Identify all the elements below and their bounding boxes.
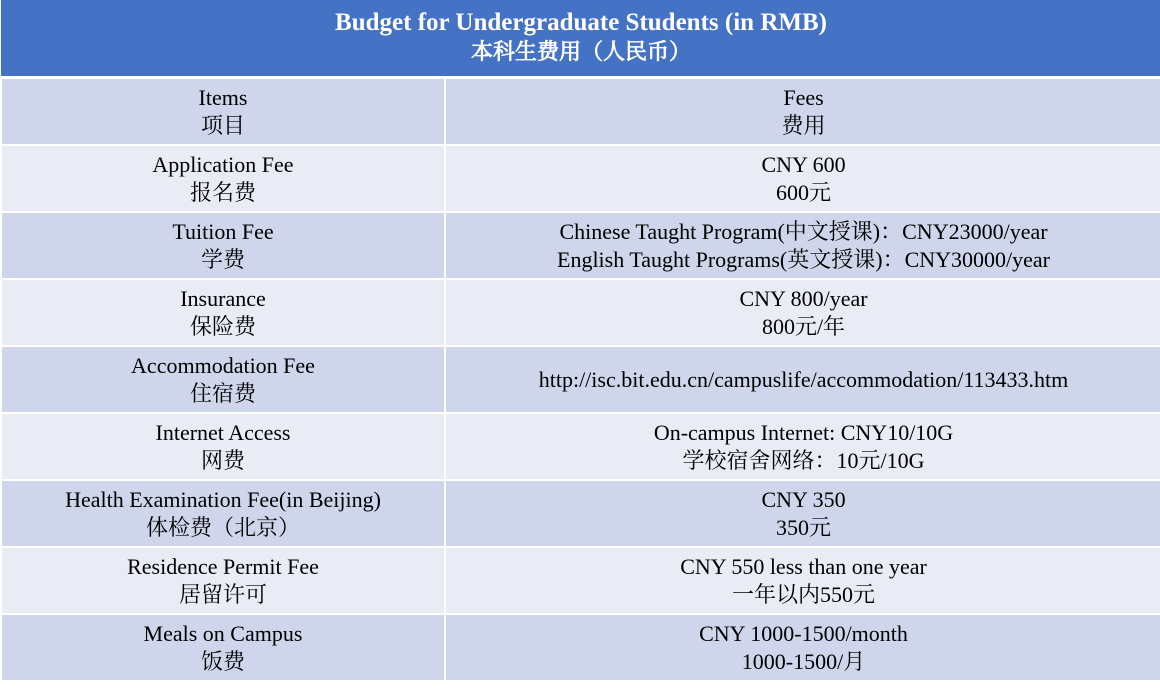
item-name-en: Tuition Fee bbox=[172, 218, 274, 244]
table-row bbox=[1, 547, 1160, 614]
fee-line: CNY 1000-1500/month bbox=[699, 620, 908, 646]
fee-line: 600元 bbox=[776, 179, 832, 205]
title-chinese: 本科生费用（人民币） bbox=[471, 40, 692, 65]
items-header-en: Items bbox=[198, 84, 248, 110]
item-name-zh: 学费 bbox=[200, 246, 245, 272]
fee-cell bbox=[445, 145, 1160, 212]
fee-cell bbox=[445, 614, 1160, 681]
fee-line: CNY 350 bbox=[761, 486, 846, 512]
item-name-en: Health Examination Fee(in Beijing) bbox=[65, 486, 381, 512]
table-row bbox=[1, 145, 1160, 212]
fee-line: CNY 550 less than one year bbox=[680, 553, 927, 579]
fees-header-en: Fees bbox=[783, 84, 824, 110]
item-cell bbox=[1, 614, 445, 681]
fee-cell bbox=[445, 212, 1160, 279]
item-name-zh: 饭费 bbox=[200, 648, 245, 674]
item-name-zh: 住宿费 bbox=[189, 380, 256, 406]
table-title bbox=[1, 0, 1160, 78]
accommodation-link[interactable]: http://isc.bit.edu.cn/campuslife/accommodation/113433.htm bbox=[538, 366, 1069, 392]
item-name-zh: 保险费 bbox=[189, 313, 256, 339]
item-cell bbox=[1, 212, 445, 279]
table-row bbox=[1, 212, 1160, 279]
table-row bbox=[1, 346, 1160, 413]
item-name-en: Insurance bbox=[180, 285, 266, 311]
item-name-en: Meals on Campus bbox=[143, 620, 303, 646]
table-row bbox=[1, 279, 1160, 346]
fee-line: CNY 600 bbox=[761, 151, 846, 177]
item-name-en: Accommodation Fee bbox=[131, 352, 315, 378]
fee-cell bbox=[445, 346, 1160, 413]
table-row bbox=[1, 413, 1160, 480]
items-header-zh: 项目 bbox=[200, 112, 245, 138]
fee-line: 1000-1500/月 bbox=[741, 648, 866, 674]
item-name-zh: 居留许可 bbox=[178, 581, 267, 607]
fee-line: English Taught Programs(英文授课)：CNY30000/year bbox=[557, 246, 1051, 272]
table-row bbox=[1, 480, 1160, 547]
fee-line: On-campus Internet: CNY10/10G bbox=[653, 419, 954, 445]
item-cell bbox=[1, 346, 445, 413]
item-name-en: Application Fee bbox=[152, 151, 294, 177]
fees-header-zh: 费用 bbox=[781, 112, 826, 138]
fee-line: CNY 800/year bbox=[739, 285, 868, 311]
fee-cell bbox=[445, 480, 1160, 547]
fee-line: 学校宿舍网络：10元/10G bbox=[682, 447, 925, 473]
item-name-en: Residence Permit Fee bbox=[127, 553, 319, 579]
fee-line: 800元/年 bbox=[761, 313, 846, 339]
fee-line: 350元 bbox=[776, 514, 832, 540]
fee-line: 一年以内550元 bbox=[732, 581, 876, 607]
fee-cell bbox=[445, 279, 1160, 346]
title-row bbox=[1, 0, 1160, 78]
item-cell bbox=[1, 413, 445, 480]
item-name-en: Internet Access bbox=[155, 419, 291, 445]
item-cell bbox=[1, 480, 445, 547]
fee-cell bbox=[445, 547, 1160, 614]
item-cell bbox=[1, 279, 445, 346]
title-english: Budget for Undergraduate Students (in RMB) bbox=[335, 9, 827, 36]
item-cell bbox=[1, 145, 445, 212]
fee-cell bbox=[445, 413, 1160, 480]
header-row bbox=[1, 78, 1160, 146]
item-name-zh: 体检费（北京） bbox=[145, 514, 300, 540]
fees-header-cell bbox=[445, 78, 1160, 146]
item-name-zh: 报名费 bbox=[189, 179, 256, 205]
item-cell bbox=[1, 547, 445, 614]
items-header-cell bbox=[1, 78, 445, 146]
fee-line: Chinese Taught Program(中文授课)：CNY23000/year bbox=[559, 218, 1048, 244]
table-row bbox=[1, 614, 1160, 681]
item-name-zh: 网费 bbox=[200, 447, 245, 473]
